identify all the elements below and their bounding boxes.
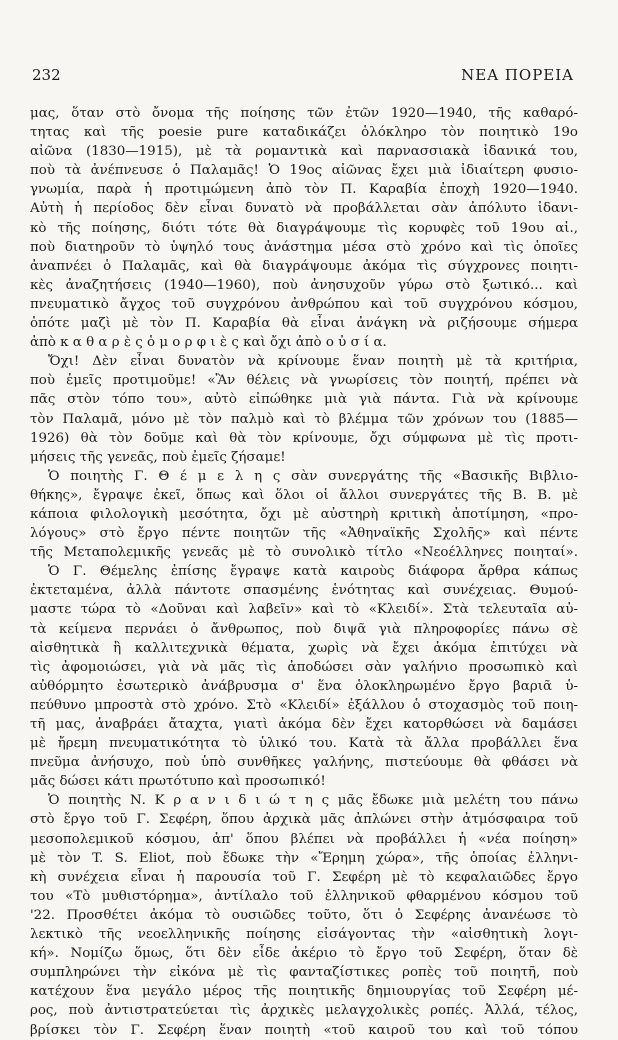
text-line: πνευματικὸ ἄγχος τοῦ συγχρόνου ἀνθρώπου καὶ τοῦ συγχρόνου κόσμου,	[30, 296, 578, 312]
text-line: Ὁ ποιητὴς Ν. Κ ρ α ν ι δ ι ώ τ η ς μᾶς ἔδωκε μιὰ μελέτη του πάνω	[48, 793, 578, 809]
text-line: λεκτικὸ τῆς νεοελληνικῆς ποίησης εἰσάγοντας τὴν «αἰσθητικὴ λογι-	[30, 927, 578, 943]
page-number: 232	[32, 66, 61, 84]
text-line: κή». Νομίζω ὅμως, ὅτι δὲν εἶδε ἀκέριο τὸ ἔργο τοῦ Σεφέρη, ὅταν δὲ	[30, 946, 578, 962]
text-line: γνωμία, παρὰ ἡ προτιμώμενη ἀπὸ τὸν Π. Καραβία ἐποχὴ 1920—1940.	[30, 182, 578, 198]
text-line: στὸ ἔργο τοῦ Γ. Σεφέρη, ὅπου ἀρχικὰ μᾶς ἀπλώνει στὴν ἀτμόσφαιρα τοῦ	[30, 812, 578, 828]
body-text	[30, 104, 578, 1040]
text-line: κὴ συνέχεια εἶναι ἡ παρουσία τοῦ Γ. Σεφέρη μὲ τὸ κεφαλαιῶδες ἔργο	[30, 869, 578, 885]
text-line: κατέχουν ἕνα μεγάλο μέρος τῆς ποιητικῆς δημιουργίας τοῦ Σεφέρη μέ-	[30, 984, 578, 1000]
text-line: βρίσκει τὸν Γ. Σεφέρη ἕναν ποιητὴ «τοῦ καιροῦ του καὶ τοῦ τόπου	[30, 1022, 578, 1038]
text-line: μεσοπολεμικοῦ κόσμου, ἀπ' ὅπου βλέπει νὰ προβάλλει ἡ «νέα ποίηση»	[30, 831, 578, 847]
text-line: μὲ ἤρεμη πνευματικότητα τὸ ὑλικό του. Κατὰ τὰ ἄλλα προβάλλει ἕνα	[30, 736, 578, 752]
running-head: ΝΕΑ ΠΟΡΕΙΑ	[461, 66, 574, 84]
text-line: του «Τὸ μυθιστόρημα», ἀντίλαλο τοῦ ἑλληνικοῦ φθαρμένου κόσμου τοῦ	[30, 888, 578, 904]
text-line: Ὁ Γ. Θέμελης ἐπίσης ἔγραψε κατὰ καιροὺς διάφορα ἄρθρα κάπως	[48, 564, 578, 580]
text-line: 1926) θὰ τὸν δοῦμε καὶ θὰ τὸν κρίνουμε, ὄχι σύμφωνα μὲ τὶς προτι-	[30, 430, 578, 446]
text-line: πνεῦμα ἀνήσυχο, ποὺ ὑπὸ συνθῆκες γαλήνης, πιστεύουμε θὰ φθάσει νὰ	[30, 755, 578, 771]
text-line: αἰῶνα (1830—1915), μὲ τὰ ρομαντικὰ καὶ παρνασσιακὰ ἰδανικά του,	[30, 144, 578, 160]
page-header	[28, 66, 574, 90]
text-line: τητας καὶ τῆς poesie pure καταδικάζει ὁλόκληρο τὸν ποιητικὸ 19ο	[30, 125, 578, 141]
text-line: ἐκτεταμένα, ἀλλὰ πάντοτε σπασμένης ἑνότητας καὶ συνέχειας. Θυμού-	[30, 583, 578, 599]
text-line: κὲς ἀναζητήσεις (1940—1960), ποὺ ἀνησυχοῦν γύρω στὸ ξωτικό... καὶ	[30, 277, 578, 293]
text-line: λόγους» στὸ ἔργο πέντε ποιητῶν τῆς «Ἀθηναϊκῆς Σχολῆς» καὶ πέντε	[30, 526, 578, 542]
text-line: κάποια φιλολογικὴ μεσότητα, ὄχι μὲ αὐστηρὴ κριτικὴ ἀποτίμηση, «προ-	[30, 506, 578, 522]
text-line: κὸ τῆς ποίησης, διότι τότε θὰ διαγράψουμε τὶς κορυφὲς τοῦ 19ου αἰ.,	[30, 220, 578, 236]
text-line: πᾶς στὸν τόπο του», αὐτὸ εἰπώθηκε μιὰ γιὰ πάντα. Γιὰ νὰ κρίνουμε	[30, 392, 578, 408]
text-line: αἰσθητικὰ ἢ καλλιτεχνικὰ θέματα, χωρὶς νὰ ἔχει ἀκόμα ἐπιτύχει νὰ	[30, 640, 578, 656]
text-line: ποὺ διατηροῦν τὸ ὑψηλό τους ἀνάστημα μέσα στὸ χρόνο καὶ τὶς ὁποῖες	[30, 239, 578, 255]
text-line: ὁπότε μαζὶ μὲ τὸν Π. Καραβία θὰ εἶναι ἀνάγκη νὰ ριζήσουμε σήμερα	[30, 316, 578, 332]
text-line: συμπληρώνει τὴν εἰκόνα μὲ τὶς φανταζίστικες ροπὲς τοῦ ποιητῆ, ποὺ	[30, 965, 578, 981]
text-line: ἀπὸ κ α θ α ρ ὲ ς ὁ μ ο ρ φ ι ὲ ς καὶ ὄχι ἀπὸ ο ὐ σ ί α.	[30, 335, 387, 351]
text-line: πεύθυνο μπροστὰ στὸ χρόνο. Στὸ «Κλειδί» ἐξάλλου ὁ στοχασμὸς τοῦ ποιη-	[30, 697, 578, 713]
text-line: τῆ μας, ἀναβράει ἄταχτα, γιατὶ ἀκόμα δὲν ἔχει κατορθώσει νὰ δαμάσει	[30, 717, 578, 732]
text-line: τὰ κείμενα περνάει ὁ ἄνθρωπος, ποὺ διψᾶ γιὰ πληροφορίες πάνω σὲ	[30, 621, 578, 637]
text-line: μὲ τὸν T. S. Eliot, ποὺ ἔδωκε τὴν «Ἔρημη χώρα», τῆς ὁποίας ἑλληνι-	[30, 850, 578, 866]
text-line: μᾶς δώσει κάτι πρωτότυπο καὶ προσωπικό!	[30, 774, 326, 790]
text-line: αὐθόρμητο ἐσωτερικὸ ἀνάβρυσμα σ' ἕνα ὁλοκληρωμένο ἔργο βαριᾶ ὑ-	[30, 678, 578, 694]
text-line: μήσεις τῆς γενεᾶς, ποὺ ἐμεῖς ζήσαμε!	[30, 449, 286, 465]
text-line: μαστε τώρα τὸ «Δοῦναι καὶ λαβεῖν» καὶ τὸ «Κλειδί». Στὰ τελευταῖα αὐ-	[30, 602, 578, 618]
text-line: ἀναπνέει ὁ Παλαμᾶς, καὶ θὰ διαγράψουμε ἀκόμα τὶς σύγχρονες ποιητι-	[30, 258, 578, 274]
text-line: θήκης», ἔγραψε ἐκεῖ, ὅπως καὶ ὅλοι οἱ ἄλλοι συνεργάτες τῆς Β. Β. μὲ	[30, 487, 578, 503]
text-line: ποὺ τὰ ἀνέπνευσε ὁ Παλαμᾶς! Ὁ 19ος αἰῶνας ἔχει μιὰ ἰδιαίτερη φυσιο-	[30, 163, 578, 179]
text-line: μας, ὅταν στὸ ὄνομα τῆς ποίησης τῶν ἐτῶν 1920—1940, τῆς καθαρό-	[30, 106, 578, 121]
text-line: τὶς ἀφομοιώσει, γιὰ νὰ μᾶς τὶς ἀποδώσει σὰν γαλήνιο προσωπικὸ καὶ	[30, 659, 578, 675]
text-line: '22. Προσθέτει ἀκόμα τὸ ουσιῶδες τοῦτο, ὅτι ὁ Σεφέρης ἀνανέωσε τὸ	[30, 907, 578, 923]
text-line: ποὺ ἐμεῖς προτιμοῦμε! «Ἂν θέλεις νὰ γνωρίσεις τὸν ποιητή, πρέπει νὰ	[30, 373, 578, 389]
text-line: Ὁ ποιητὴς Γ. Θ έ μ ε λ η ς σὰν συνεργάτης τῆς «Βασικῆς Βιβλιο-	[48, 468, 578, 484]
text-line: τὸν Παλαμᾶ, μόνο μὲ τὸν παλμὸ καὶ τὸ βλέμμα τῶν χρόνων του (1885—	[30, 411, 578, 427]
text-line: ρος, ποὺ ἀντιστρατεύεται τὶς ἀρχικὲς μελαγχολικὲς ροπές. Ἀλλά, τέλος,	[30, 1003, 578, 1019]
text-line: τῆς Μεταπολεμικῆς γενεᾶς μὲ τὸ συνολικὸ τίτλο «Νεοέλληνες ποιηταί».	[30, 545, 578, 561]
text-line: Ὄχι! Δὲν εἶναι δυνατὸν νὰ κρίνουμε ἕναν ποιητὴ μὲ τὰ κριτήρια,	[48, 354, 578, 370]
text-line: Αὐτὴ ἡ περίοδος δὲν εἶναι δυνατὸ νὰ προβάλλεται σὰν ἀπόλυτο ἰδανι-	[30, 201, 578, 217]
